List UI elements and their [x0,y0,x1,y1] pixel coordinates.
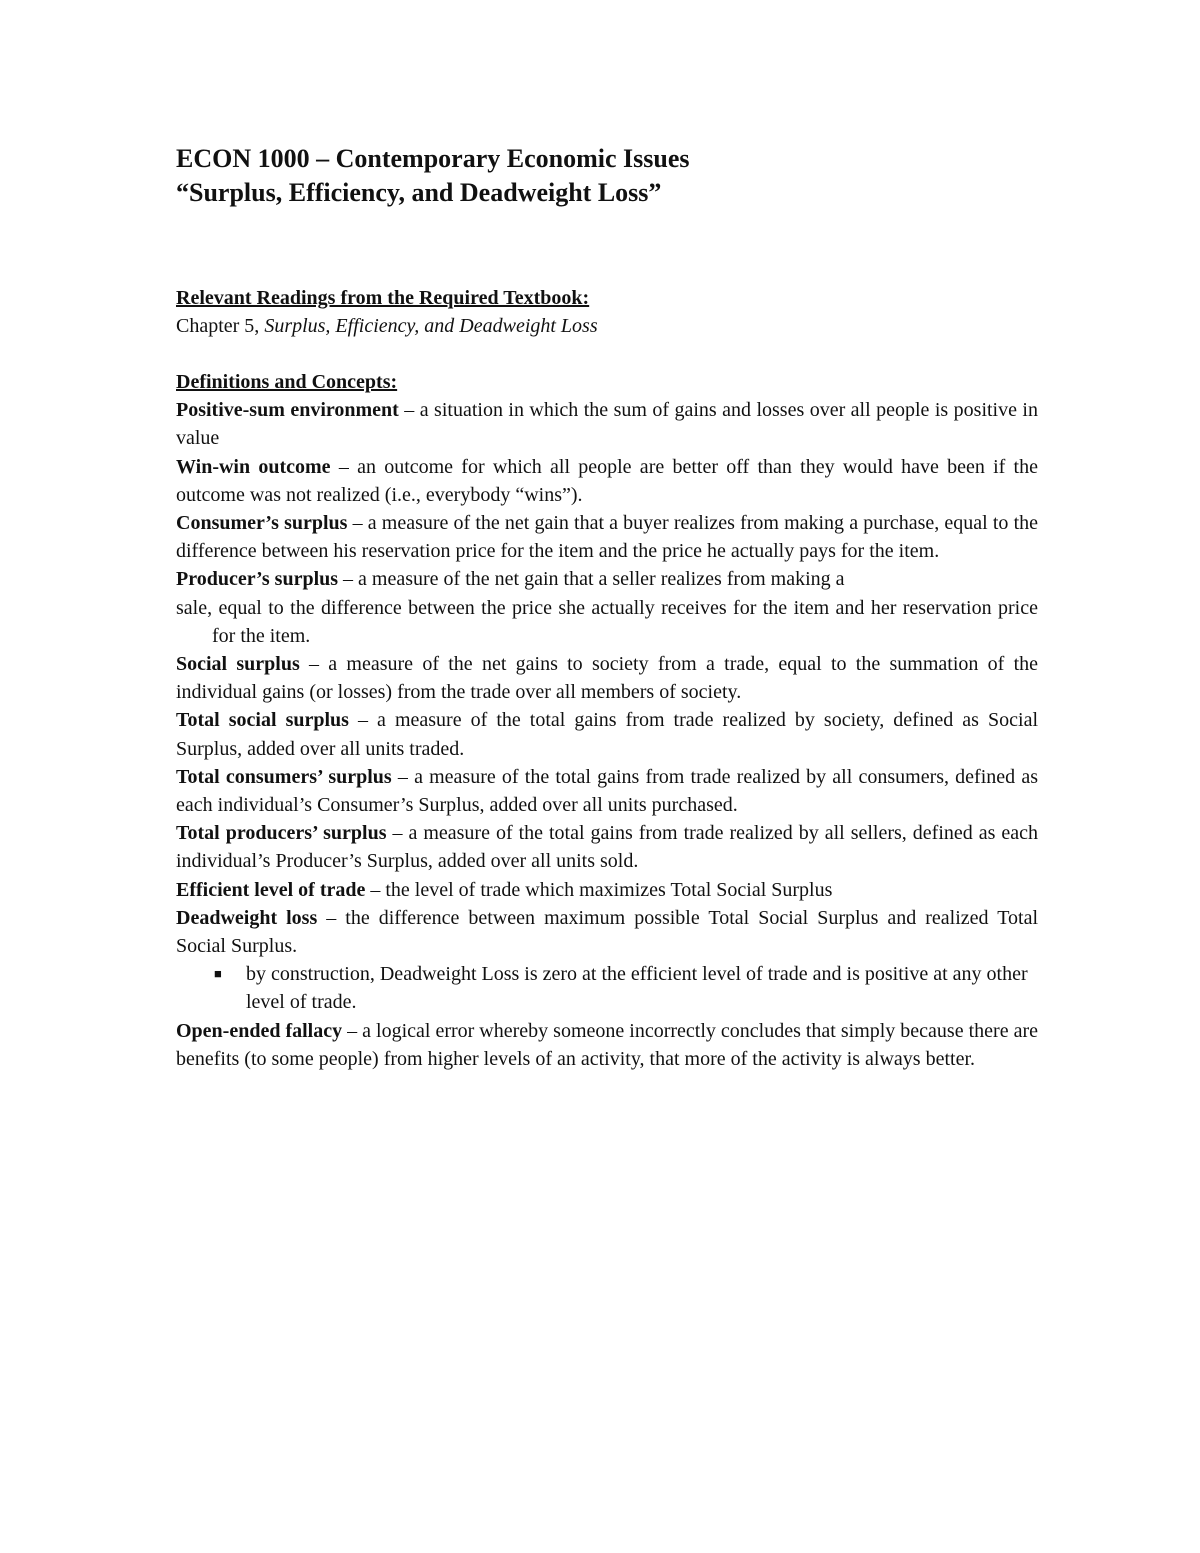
definition-term: Total social surplus [176,709,349,732]
definition-consumers-surplus [176,509,1038,565]
definition-term: Producer’s surplus [176,568,339,591]
definition-total-producers-surplus [176,819,1038,875]
definition-text: – a measure of the total gains from trade realized by society, defined as Social Surplus, added over all units traded. [176,709,1038,760]
definition-text: – a measure of the net gain that a seller realizes from making a [338,568,845,591]
definition-open-ended-fallacy [176,1017,1038,1073]
deadweight-loss-bullet [176,960,1038,1016]
definition-text: – a logical error whereby someone incorrectly concludes that simply because there are benefits (to some people) from higher levels of an activity, that more of the activity is always better. [176,1019,1038,1070]
definition-text: – a measure of the total gains from trade realized by all consumers, defined as each individual’s Consumer’s Surplus, added over all units purchased. [176,765,1038,817]
definition-text: – a measure of the total gains from trade realized by all sellers, defined as each individual’s Producer’s Surplus, added over all units sold. [176,822,1038,873]
definition-deadweight-loss [176,904,1038,960]
topic-title: “Surplus, Efficiency, and Deadweight Loss” [176,178,662,207]
definition-efficient-level [176,876,1038,904]
definition-text: – a measure of the net gains to society from a trade, equal to the summation of the individual gains (or losses) from the trade over all members of society. [176,653,1038,704]
definition-term: Consumer’s surplus [176,512,348,535]
definition-term: Total producers’ surplus [176,822,387,845]
chapter-title: Surplus, Efficiency, and Deadweight Loss [264,315,598,337]
definition-term: Efficient level of trade [176,878,366,901]
definition-positive-sum [176,396,1038,452]
bullet-text: by construction, Deadweight Loss is zero at the efficient level of trade and is positive at any other level of trade. [246,963,1028,1014]
definition-text: – a situation in which the sum of gains and losses over all people is positive in value [176,399,1038,450]
definition-text: – an outcome for which all people are better off than they would have been if the outcome was not realized (i.e., everybody “wins”). [176,455,1038,506]
definition-text: – the level of trade which maximizes Total Social Surplus [365,878,833,901]
readings-chapter [176,312,1038,340]
definition-win-win [176,453,1038,509]
definition-text: – the difference between maximum possible Total Social Surplus and realized Total Social Surplus. [176,906,1039,958]
definition-social-surplus [176,650,1038,706]
definition-text: – a measure of the net gain that a buyer realizes from making a purchase, equal to the difference between his reservation price for the item and the price he actually pays for the item. [176,512,1038,563]
definitions-heading: Definitions and Concepts: [176,371,398,394]
definition-total-social-surplus [176,706,1038,762]
course-title: ECON 1000 – Contemporary Economic Issues [176,144,690,173]
definition-term: Social surplus [176,653,300,676]
definition-producers-surplus [176,565,1038,593]
definition-total-consumers-surplus [176,763,1038,819]
readings-heading: Relevant Readings from the Required Textbook: [176,287,590,309]
chapter-prefix: Chapter 5, [176,315,265,337]
definition-term: Open-ended fallacy [176,1019,343,1042]
definition-term: Deadweight loss [176,906,318,929]
document-page [176,142,1038,1073]
definition-producers-surplus-cont: sale, equal to the difference between the price she actually receives for the item and her reservation price for the item. [176,596,1038,647]
square-bullet-icon: ■ [214,966,222,982]
definition-term: Win-win outcome [176,455,331,478]
definition-term: Total consumers’ surplus [176,765,392,788]
definition-term: Positive-sum environment [176,399,399,422]
